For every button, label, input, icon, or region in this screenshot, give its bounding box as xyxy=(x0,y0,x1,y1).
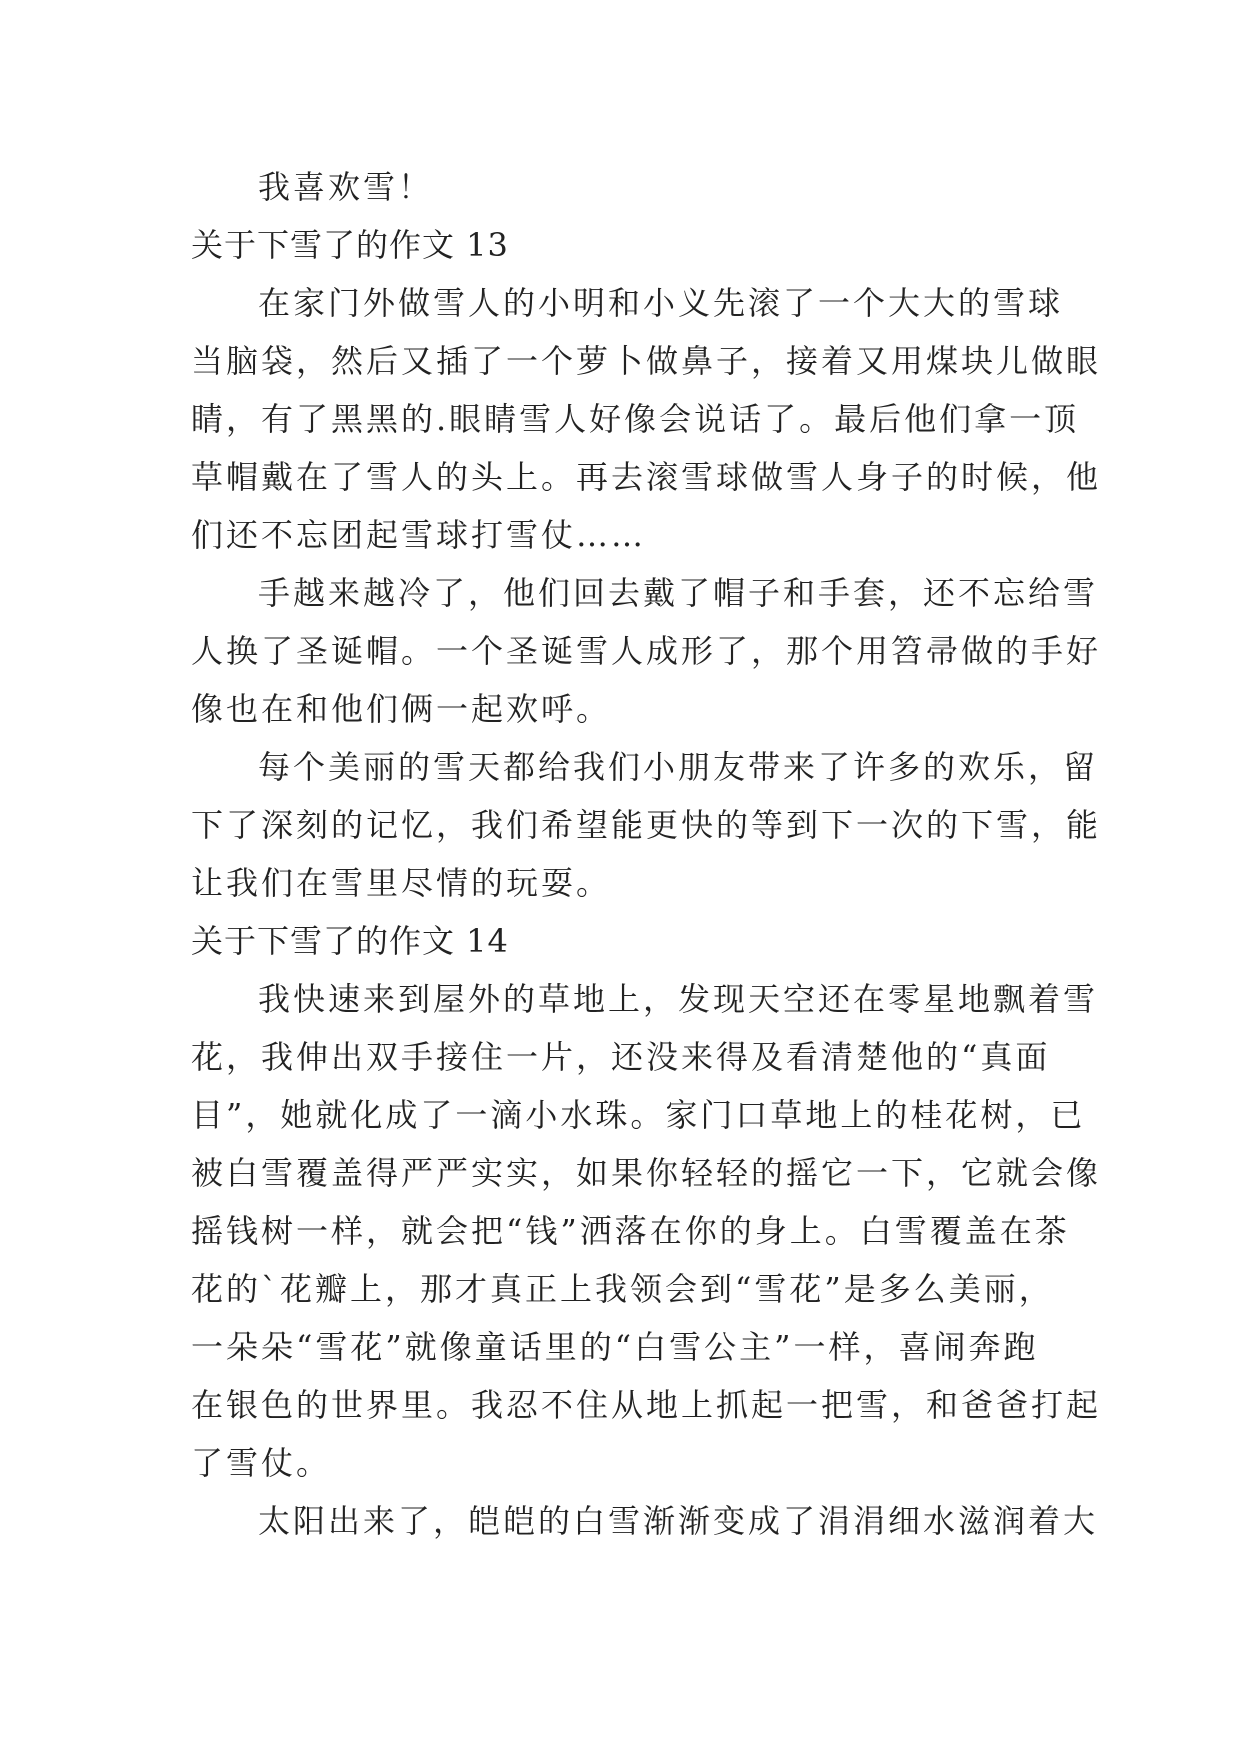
paragraph-line: 每个美丽的雪天都给我们小朋友带来了许多的欢乐，留 xyxy=(258,748,1099,786)
paragraph-line: 像也在和他们俩一起欢呼。 xyxy=(191,690,612,728)
paragraph-line: 让我们在雪里尽情的玩耍。 xyxy=(191,864,612,902)
paragraph-line: 们还不忘团起雪球打雪仗…… xyxy=(191,516,647,554)
paragraph-line: 当脑袋，然后又插了一个萝卜做鼻子，接着又用煤块儿做眼 xyxy=(191,342,1102,380)
paragraph-line: 了雪仗。 xyxy=(191,1444,332,1482)
paragraph-line: 在家门外做雪人的小明和小义先滚了一个大大的雪球 xyxy=(258,284,1064,322)
paragraph-line: 人换了圣诞帽。一个圣诞雪人成形了，那个用笤帚做的手好 xyxy=(191,632,1102,670)
paragraph-line: 手越来越冷了，他们回去戴了帽子和手套，还不忘给雪 xyxy=(258,574,1099,612)
paragraph-line: 太阳出来了，皑皑的白雪渐渐变成了涓涓细水滋润着大 xyxy=(258,1502,1099,1540)
paragraph-line: 花的`花瓣上，那才真正上我领会到“雪花”是多么美丽， xyxy=(191,1270,1054,1308)
paragraph-line: 被白雪覆盖得严严实实，如果你轻轻的摇它一下，它就会像 xyxy=(191,1154,1102,1192)
section-heading: 关于下雪了的作文 14 xyxy=(191,922,509,960)
paragraph-line: 我快速来到屋外的草地上，发现天空还在零星地飘着雪 xyxy=(258,980,1099,1018)
paragraph-line: 我喜欢雪！ xyxy=(258,168,434,206)
paragraph-line: 下了深刻的记忆，我们希望能更快的等到下一次的下雪，能 xyxy=(191,806,1102,844)
section-heading: 关于下雪了的作文 13 xyxy=(191,226,509,264)
paragraph-line: 睛，有了黑黑的.眼睛雪人好像会说话了。最后他们拿一顶 xyxy=(191,400,1080,438)
paragraph-line: 在银色的世界里。我忍不住从地上抓起一把雪，和爸爸打起 xyxy=(191,1386,1102,1424)
paragraph-line: 目”，她就化成了一滴小水珠。家门口草地上的桂花树，已 xyxy=(191,1096,1086,1134)
paragraph-line: 摇钱树一样，就会把“钱”洒落在你的身上。白雪覆盖在茶 xyxy=(191,1212,1070,1250)
paragraph-line: 一朵朵“雪花”就像童话里的“白雪公主”一样，喜闹奔跑 xyxy=(191,1328,1039,1366)
paragraph-line: 草帽戴在了雪人的头上。再去滚雪球做雪人身子的时候，他 xyxy=(191,458,1102,496)
document-body xyxy=(191,158,1102,1550)
paragraph-line: 花，我伸出双手接住一片，还没来得及看清楚他的“真面 xyxy=(191,1038,1051,1076)
